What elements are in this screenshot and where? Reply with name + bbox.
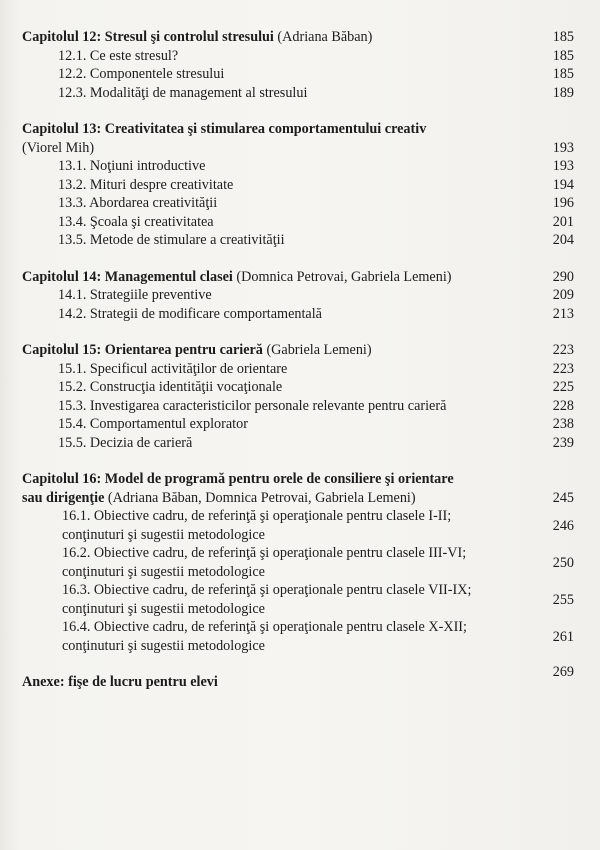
section-row — [22, 65, 574, 84]
section-label: 15.2. Construcţia identităţii vocaţionale — [58, 379, 283, 395]
page-number: 201 — [552, 213, 574, 230]
chapter-16 — [22, 470, 574, 655]
chapter-authors: (Domnica Petrovai, Gabriela Lemeni) — [232, 268, 452, 285]
chapter-title-row — [22, 341, 574, 360]
page-number: 185 — [552, 66, 574, 82]
section-row — [22, 415, 574, 434]
section-label: 13.3. Abordarea creativităţii — [58, 195, 218, 211]
section-continuation-row — [22, 554, 574, 582]
page-number: 193 — [552, 158, 574, 174]
section-label: 14.2. Strategii de modificare comportamentală — [58, 305, 322, 322]
chapter-title: Capitolul 12: Stresul şi controlul stresului — [22, 29, 274, 45]
section-row — [22, 507, 574, 526]
section-label: 12.2. Componentele stresului — [58, 66, 225, 82]
section-continuation: conţinuturi şi sugestii metodologice — [62, 637, 265, 654]
section-label: 13.4. Şcoala şi creativitatea — [58, 213, 214, 230]
section-label: 15.1. Specificul activităţilor de orientare — [58, 360, 288, 377]
chapter-title-row — [22, 28, 574, 47]
section-label: 16.3. Obiective cadru, de referinţă şi operaţionale pentru clasele VII-IX; — [62, 582, 472, 598]
chapter-title-line2: sau dirigenţie — [22, 489, 105, 506]
chapter-title-row — [22, 120, 574, 139]
chapter-title: Capitolul 16: Model de programă pentru orele de consiliere şi orientare — [22, 471, 454, 487]
section-label: 15.5. Decizia de carieră — [58, 434, 193, 451]
chapter-12 — [22, 28, 574, 102]
section-label: 16.2. Obiective cadru, de referinţă şi operaţionale pentru clasele III-VI; — [62, 545, 467, 561]
page-number: 213 — [552, 305, 574, 322]
page-number: 245 — [552, 489, 574, 506]
page-number: 246 — [552, 517, 574, 534]
page-number: 196 — [552, 195, 574, 211]
section-continuation: conţinuturi şi sugestii metodologice — [62, 563, 265, 580]
page-number: 194 — [552, 176, 574, 193]
section-continuation-row — [22, 517, 574, 545]
section-row — [22, 176, 574, 195]
chapter-title-row — [22, 268, 574, 287]
section-continuation: conţinuturi şi sugestii metodologice — [62, 600, 265, 617]
page-number: 189 — [552, 84, 574, 101]
page-number: 228 — [552, 397, 574, 414]
chapter-authors: (Viorel Mih) — [22, 139, 95, 156]
section-row — [22, 194, 574, 213]
section-row — [22, 378, 574, 397]
chapter-title-row — [22, 470, 574, 489]
page-number: 269 — [552, 664, 574, 680]
page-number: 238 — [552, 416, 574, 432]
section-continuation-row — [22, 628, 574, 656]
section-continuation-row — [22, 591, 574, 619]
table-of-contents — [22, 28, 574, 692]
chapter-authors: (Adriana Băban, Domnica Petrovai, Gabriela Lemeni) — [104, 489, 416, 506]
page-number: 250 — [552, 554, 574, 571]
annex-label: Anexe: fişe de lucru pentru elevi — [22, 674, 218, 690]
section-row — [22, 397, 574, 416]
section-label: 15.3. Investigarea caracteristicilor personale relevante pentru carieră — [58, 397, 447, 414]
section-row — [22, 84, 574, 103]
chapter-title: Capitolul 15: Orientarea pentru carieră — [22, 342, 263, 358]
page-number: 223 — [552, 342, 574, 358]
chapter-15 — [22, 341, 574, 452]
chapter-title: Capitolul 14: Managementul clasei — [22, 268, 233, 285]
section-label: 13.2. Mituri despre creativitate — [58, 176, 234, 193]
page-number: 193 — [552, 139, 574, 156]
section-row — [22, 434, 574, 453]
chapter-authors-row — [22, 139, 574, 158]
page-number: 290 — [552, 268, 574, 285]
section-row — [22, 544, 574, 563]
page-number: 255 — [552, 591, 574, 608]
chapter-authors: (Gabriela Lemeni) — [262, 342, 372, 358]
section-row — [22, 618, 574, 637]
section-row — [22, 581, 574, 600]
section-row — [22, 231, 574, 250]
page-number: 185 — [552, 29, 574, 45]
chapter-title: Capitolul 13: Creativitatea şi stimularea comportamentului creativ — [22, 121, 427, 137]
page-number: 225 — [552, 379, 574, 395]
annex-row — [22, 664, 574, 692]
section-label: 13.1. Noţiuni introductive — [58, 158, 206, 174]
section-continuation: conţinuturi şi sugestii metodologice — [62, 526, 265, 543]
section-row — [22, 305, 574, 324]
page-number: 209 — [552, 287, 574, 303]
section-row — [22, 47, 574, 66]
chapter-authors: (Adriana Băban) — [273, 29, 373, 45]
section-label: 15.4. Comportamentul explorator — [58, 416, 248, 432]
section-label: 12.3. Modalităţi de management al stresului — [58, 84, 308, 101]
chapter-14 — [22, 268, 574, 324]
section-row — [22, 213, 574, 232]
chapter-13 — [22, 120, 574, 250]
section-label: 14.1. Strategiile preventive — [58, 287, 212, 303]
section-row — [22, 157, 574, 176]
section-row — [22, 286, 574, 305]
page-number: 185 — [552, 47, 574, 64]
page-number: 204 — [552, 232, 574, 248]
section-label: 16.4. Obiective cadru, de referinţă şi operaţionale pentru clasele X-XII; — [62, 619, 467, 635]
section-label: 16.1. Obiective cadru, de referinţă şi operaţionale pentru clasele I-II; — [62, 508, 452, 524]
page-number: 261 — [552, 628, 574, 645]
chapter-title-row-2 — [22, 489, 574, 508]
section-label: 13.5. Metode de stimulare a creativităţii — [58, 232, 285, 248]
page-number: 239 — [552, 434, 574, 451]
section-label: 12.1. Ce este stresul? — [58, 47, 179, 64]
section-row — [22, 360, 574, 379]
page-number: 223 — [552, 360, 574, 377]
